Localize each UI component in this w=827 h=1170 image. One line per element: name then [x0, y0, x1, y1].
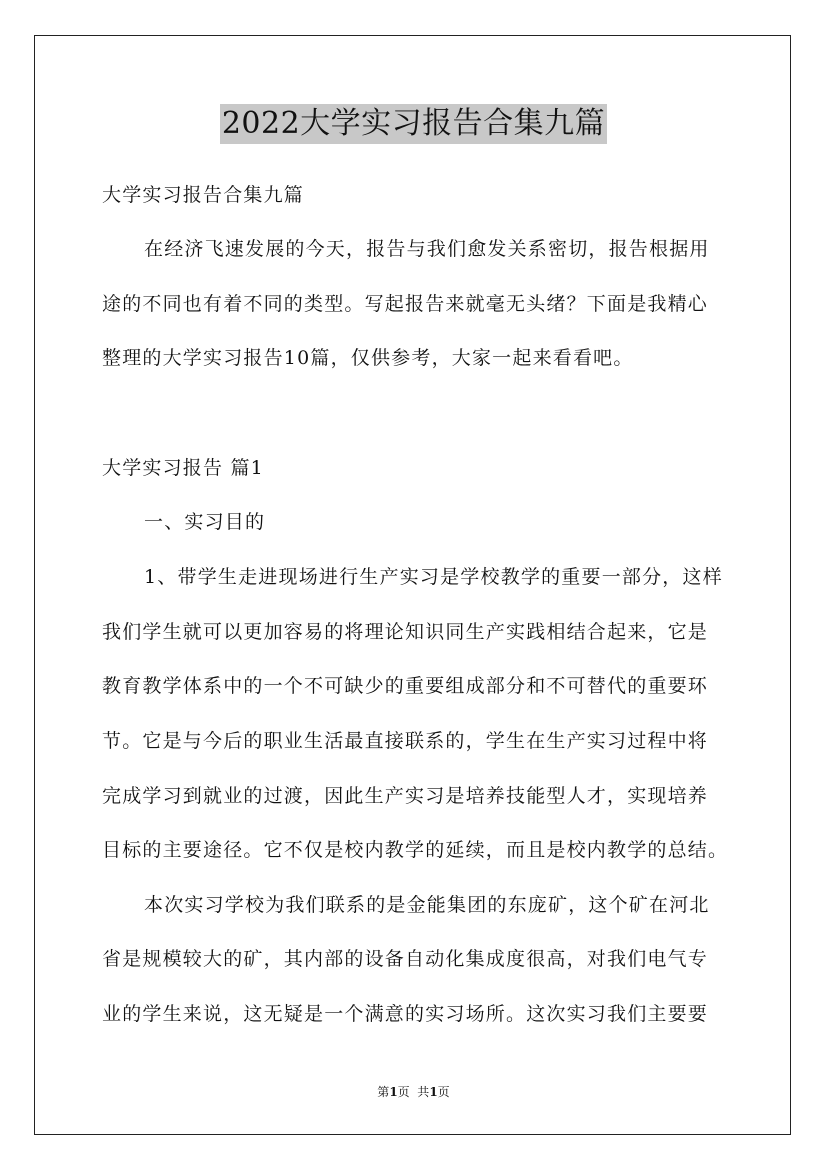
paragraph-2-line-2: 省是规模较大的矿，其内部的设备自动化集成度很高，对我们电气专	[102, 948, 709, 970]
footer-page-number: 1	[389, 1085, 398, 1099]
footer-prefix: 第	[377, 1085, 390, 1099]
title-container	[0, 104, 827, 144]
intro-line-2: 途的不同也有着不同的类型。写起报告来就毫无头绪？下面是我精心	[102, 293, 709, 315]
document-title: 2022大学实习报告合集九篇	[220, 104, 607, 144]
paragraph-1-line-5: 完成学习到就业的过渡，因此生产实习是培养技能型人才，实现培养	[102, 785, 709, 807]
intro-line-3: 整理的大学实习报告10篇，仅供参考，大家一起来看看吧。	[102, 347, 634, 369]
footer-page-total: 1	[429, 1085, 438, 1099]
paragraph-2-line-1: 本次实习学校为我们联系的是金能集团的东庞矿，这个矿在河北	[144, 894, 710, 916]
footer-suffix: 页	[437, 1085, 450, 1099]
paragraph-1-line-2: 我们学生就可以更加容易的将理论知识同生产实践相结合起来，它是	[102, 621, 709, 643]
footer-mid: 页 共	[397, 1085, 430, 1099]
paragraph-1-line-3: 教育教学体系中的一个不可缺少的重要组成部分和不可替代的重要环	[102, 675, 709, 697]
paragraph-1-line-6: 目标的主要途径。它不仅是校内教学的延续，而且是校内教学的总结。	[102, 839, 729, 861]
paragraph-1-line-4: 节。它是与今后的职业生活最直接联系的，学生在生产实习过程中将	[102, 730, 709, 752]
intro-line-1: 在经济飞速发展的今天，报告与我们愈发关系密切，报告根据用	[144, 238, 710, 260]
subheading: 一、实习目的	[144, 511, 266, 533]
section-heading: 大学实习报告 篇1	[102, 457, 264, 479]
document-subtitle: 大学实习报告合集九篇	[102, 184, 305, 206]
page-footer	[0, 1084, 827, 1100]
paragraph-1-line-1: 1、带学生走进现场进行生产实习是学校教学的重要一部分，这样	[144, 566, 723, 588]
paragraph-2-line-3: 业的学生来说，这无疑是一个满意的实习场所。这次实习我们主要要	[102, 1003, 709, 1025]
